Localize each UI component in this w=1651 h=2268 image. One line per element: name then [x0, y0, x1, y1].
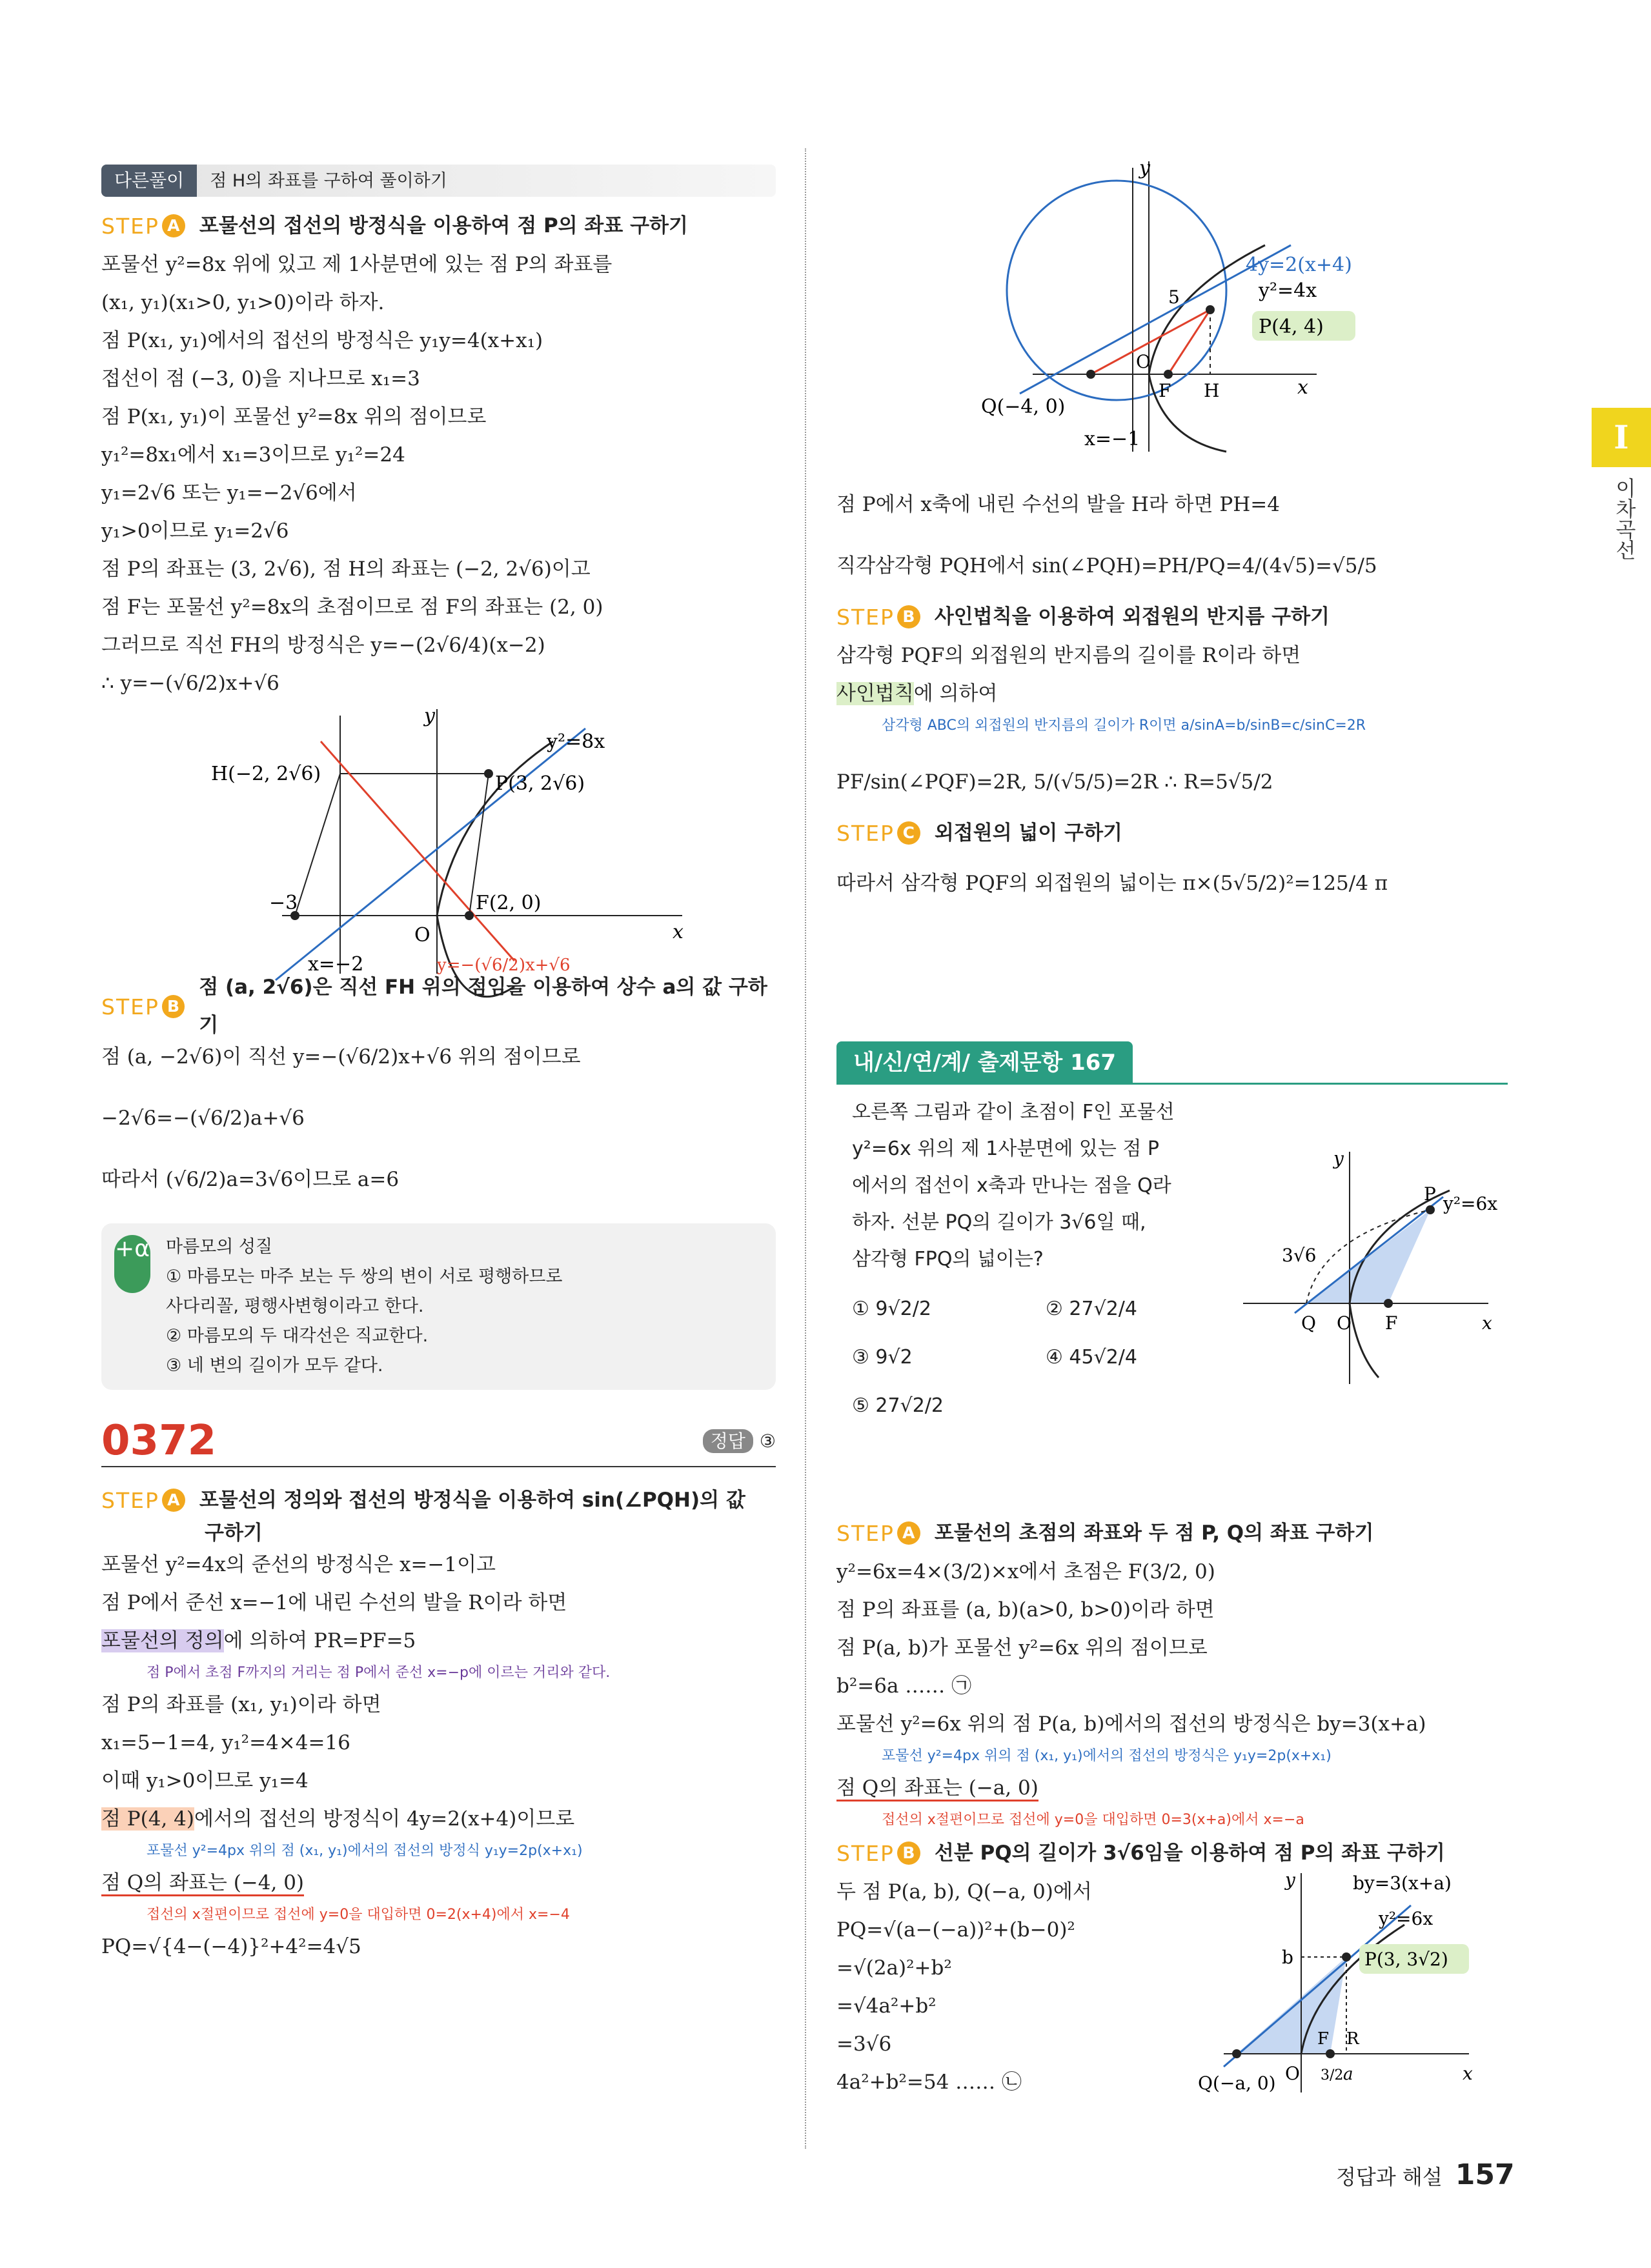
text-line: 따라서 (√6/2)a=3√6이므로 a=6	[101, 1168, 400, 1191]
q-body-1	[101, 1546, 776, 1622]
svg-text:x=−1: x=−1	[1084, 428, 1140, 450]
q-pq-length: PQ=√{4−(−4)}²+4²=4√5	[101, 1935, 361, 1958]
svg-text:H: H	[1204, 380, 1220, 401]
svg-text:Q(−4, 0): Q(−4, 0)	[981, 396, 1066, 418]
text-line: 삼각형 FPQ의 넓이는?	[852, 1248, 1044, 1270]
text-line: 점 P의 좌표를 (x₁, y₁)이라 하면	[101, 1693, 381, 1716]
answer-choice: ④ 45√2/4	[1046, 1346, 1138, 1369]
text-line: y₁=2√6 또는 y₁=−2√6에서	[101, 481, 357, 505]
svg-text:y: y	[424, 705, 435, 727]
circumcircle	[1007, 181, 1226, 400]
text-line: 두 점 P(a, b), Q(−a, 0)에서	[836, 1880, 1092, 1903]
chapter-tab: I	[1592, 408, 1651, 467]
text-line: 점 P에서 x축에 내린 수선의 발을 H라 하면 PH=4	[836, 493, 1280, 516]
text-line: −2√6=−(√6/2)a+√6	[101, 1107, 305, 1130]
q-note-intercept: 접선의 x절편이므로 접선에 y=0을 대입하면 0=2(x+4)에서 x=−4	[147, 1907, 570, 1923]
text-line: ③ 네 변의 길이가 모두 같다.	[166, 1356, 383, 1376]
svg-text:P(4, 4): P(4, 4)	[1259, 316, 1324, 338]
right-column-top	[836, 474, 1508, 914]
text-line: 오른쪽 그림과 같이 초점이 F인 포물선	[852, 1101, 1175, 1123]
naesin-header: 내/신/연/계/ 출제문항 167	[836, 1042, 1508, 1085]
text-line: 점 P의 좌표를 (a, b)(a>0, b>0)이라 하면	[836, 1598, 1215, 1621]
text-line: 점 F는 포물선 y²=8x의 초점이므로 점 F의 좌표는 (2, 0)	[101, 596, 603, 619]
svg-text:R: R	[1346, 2029, 1359, 2049]
text-line: 점 P의 좌표는 (3, 2√6), 점 H의 좌표는 (−2, 2√6)이고	[101, 557, 591, 581]
text-line: 접선이 점 (−3, 0)을 지나므로 x₁=3	[101, 367, 420, 390]
alt-solution-header	[101, 165, 776, 197]
text-line: 점 P(x₁, y₁)이 포물선 y²=8x 위의 점이므로	[101, 405, 487, 428]
q-step-a-heading: STEP A 포물선의 정의와 접선의 방정식을 이용하여 sin(∠PQH)의 값	[101, 1487, 745, 1513]
box-title: 마름모의 성질	[166, 1237, 273, 1257]
sine-law-equation: PF/sin(∠PQF)=2R, 5/(√5/5)=2R ∴ R=5√5/2	[836, 770, 1273, 794]
text-line: ② 마름모의 두 대각선은 직교한다.	[166, 1326, 429, 1346]
svg-text:y: y	[1333, 1148, 1344, 1169]
q-step-a-heading-cont: 구하기	[205, 1521, 263, 1545]
text-line: 에서의 접선이 x축과 만나는 점을 Q라	[852, 1174, 1171, 1197]
right-step-b2-heading: STEP B 선분 PQ의 길이가 3√6임을 이용하여 점 P의 좌표 구하기	[836, 1840, 1445, 1866]
svg-text:O: O	[414, 924, 430, 947]
svg-text:F: F	[1385, 1312, 1398, 1334]
text-line: =√(2a)²+b²	[836, 1956, 952, 1980]
graph-circle-parabola	[955, 155, 1536, 458]
right-step-c-heading: STEP C 외접원의 넓이 구하기	[836, 820, 1122, 846]
right-step-a2-body	[836, 1553, 1508, 1743]
svg-text:−3: −3	[269, 892, 298, 914]
text-line: 점 P에서 준선 x=−1에 내린 수선의 발을 R이라 하면	[101, 1591, 567, 1614]
answer-choice: ① 9√2/2	[852, 1298, 931, 1320]
step-b-heading: STEP B 점 (a, 2√6)은 직선 FH 위의 점임을 이용하여 상수 a의 값 구하기	[101, 976, 767, 1037]
svg-text:O: O	[1136, 351, 1151, 372]
question-number: 0372	[101, 1416, 217, 1465]
text-line: PQ=√(a−(−a))²+(b−0)²	[836, 1918, 1075, 1942]
svg-text:b: b	[1282, 1947, 1293, 1968]
q-def-line: 포물선의 정의에 의하여 PR=PF=5	[101, 1629, 416, 1652]
answer: 정답 ③	[703, 1422, 776, 1460]
q-note-definition: 점 P에서 초점 F까지의 거리는 점 P에서 준선 x=−p에 이르는 거리와 같다.	[147, 1665, 611, 1681]
text-line: 포물선 y²=8x 위에 있고 제 1사분면에 있는 점 P의 좌표를	[101, 253, 613, 276]
step-b-body	[101, 1027, 776, 1210]
text-line: y₁>0이므로 y₁=2√6	[101, 519, 289, 543]
plus-alpha-icon: +α	[114, 1235, 150, 1293]
column-divider	[805, 148, 806, 2149]
right-note-tangent: 포물선 y²=4px 위의 점 (x₁, y₁)에서의 접선의 방정식은 y₁y=2p(x+x₁)	[882, 1748, 1332, 1764]
svg-text:3√6: 3√6	[1282, 1245, 1317, 1266]
text-line: =3√6	[836, 2032, 892, 2056]
svg-text:Q: Q	[1301, 1312, 1316, 1334]
svg-text:Q(−a, 0): Q(−a, 0)	[1198, 2072, 1276, 2094]
text-line: 이때 y₁>0이므로 y₁=4	[101, 1769, 309, 1792]
text-line: y₁²=8x₁에서 x₁=3이므로 y₁²=24	[101, 443, 405, 467]
box-items	[166, 1262, 763, 1381]
text-line: 하자. 선분 PQ의 길이가 3√6일 때,	[852, 1211, 1146, 1234]
graph-parabola-y2-6x	[1230, 1145, 1501, 1390]
text-line: 점 (a, −2√6)이 직선 y=−(√6/2)x+√6 위의 점이므로	[101, 1045, 581, 1069]
svg-text:y²=4x: y²=4x	[1259, 279, 1317, 302]
q-tangent-line: 점 P(4, 4)에서의 접선의 방정식이 4y=2(x+4)이므로	[101, 1807, 575, 1831]
svg-text:O: O	[1337, 1312, 1352, 1334]
svg-text:y²=6x: y²=6x	[1379, 1908, 1433, 1929]
question-header	[101, 1416, 776, 1467]
text-line: ① 마름모는 마주 보는 두 쌍의 변이 서로 평행하므로	[166, 1267, 563, 1287]
graph-parabola-y2-8x	[211, 703, 695, 987]
svg-text:y: y	[1139, 157, 1150, 179]
svg-text:y²=8x: y²=8x	[547, 730, 605, 753]
right-point-q: 점 Q의 좌표는 (−a, 0)	[836, 1776, 1038, 1801]
text-line: (x₁, y₁)(x₁>0, y₁>0)이라 하자.	[101, 291, 385, 314]
step-a-heading: STEP A 포물선의 접선의 방정식을 이용하여 점 P의 좌표 구하기	[101, 213, 688, 239]
q-note-tangent: 포물선 y²=4px 위의 점 (x₁, y₁)에서의 접선의 방정식 y₁y=2p(x+x₁)	[147, 1843, 583, 1859]
tangent-line	[276, 728, 585, 980]
text-line: 점 P(a, b)가 포물선 y²=6x 위의 점이므로	[836, 1636, 1208, 1660]
svg-text:P(3, 2√6): P(3, 2√6)	[495, 772, 585, 795]
text-line: y²=6x 위의 제 1사분면에 있는 점 P	[852, 1138, 1159, 1160]
right-body-1	[836, 474, 1508, 597]
text-line: b²=6a …… ㉠	[836, 1674, 972, 1698]
answer-choice: ② 27√2/4	[1046, 1298, 1138, 1320]
svg-text:F: F	[1159, 380, 1171, 401]
svg-text:4y=2(x+4): 4y=2(x+4)	[1246, 254, 1352, 276]
svg-text:x: x	[673, 921, 684, 943]
svg-text:5: 5	[1168, 286, 1180, 308]
right-note-intercept: 접선의 x절편이므로 접선에 y=0을 대입하면 0=3(x+a)에서 x=−a	[882, 1812, 1304, 1828]
svg-text:x: x	[1463, 2063, 1473, 2084]
sine-law-note: 삼각형 ABC의 외접원의 반지름의 길이가 R이면 a/sinA=b/sinB=c/sinC=2R	[882, 718, 1366, 734]
svg-text:x=−2: x=−2	[308, 953, 364, 976]
q-body-2	[101, 1686, 776, 1800]
circle-area-line: 따라서 삼각형 PQF의 외접원의 넓이는 π×(5√5/2)²=125/4 π	[836, 872, 1388, 895]
svg-text:by=3(x+a): by=3(x+a)	[1353, 1872, 1452, 1894]
right-column-bottom	[836, 1042, 1508, 2102]
text-line: x₁=5−1=4, y₁²=4×4=16	[101, 1731, 350, 1754]
chapter-title: 이차곡선	[1612, 477, 1637, 560]
svg-text:O: O	[1285, 2063, 1300, 2084]
left-column	[101, 165, 776, 1966]
answer-choice: ③ 9√2	[852, 1346, 913, 1369]
text-line: 직각삼각형 PQH에서 sin(∠PQH)=PH/PQ=4/(4√5)=√5/5	[836, 554, 1377, 577]
text-line: 포물선 y²=4x의 준선의 방정식은 x=−1이고	[101, 1553, 496, 1576]
graph-parabola-tangent	[1198, 1867, 1495, 2099]
svg-text:y: y	[1285, 1869, 1295, 1891]
svg-text:y=−(√6/2)x+√6: y=−(√6/2)x+√6	[437, 956, 571, 975]
parabola	[437, 741, 553, 916]
text-line: 점 P(x₁, y₁)에서의 접선의 방정식은 y₁y=4(x+x₁)	[101, 329, 543, 352]
svg-text:y²=6x: y²=6x	[1443, 1193, 1498, 1214]
right-step-a2-heading: STEP A 포물선의 초점의 좌표와 두 점 P, Q의 좌표 구하기	[836, 1520, 1374, 1546]
sine-law-line: 사인법칙에 의하여	[836, 682, 998, 705]
alt-solution-badge: 다른풀이	[101, 165, 197, 197]
text-line: =√4a²+b²	[836, 1994, 937, 2018]
rhombus-properties-box	[101, 1223, 776, 1390]
text-line: 사다리꼴, 평행사변형이라고 한다.	[166, 1296, 424, 1316]
text-line: 4a²+b²=54 …… ㉡	[836, 2071, 1022, 2094]
related-problem	[836, 1094, 1508, 1513]
svg-text:F(2, 0): F(2, 0)	[476, 892, 542, 914]
svg-text:x: x	[1482, 1312, 1492, 1334]
text-line: 포물선 y²=6x 위의 점 P(a, b)에서의 접선의 방정식은 by=3(x+a)	[836, 1712, 1426, 1736]
svg-text:P(3, 3√2): P(3, 3√2)	[1364, 1949, 1448, 1970]
text-line: ∴ y=−(√6/2)x+√6	[101, 672, 279, 695]
svg-text:a: a	[1343, 2065, 1353, 2084]
svg-text:3/2: 3/2	[1321, 2067, 1344, 2083]
svg-text:H(−2, 2√6): H(−2, 2√6)	[211, 763, 321, 785]
svg-text:x: x	[1297, 376, 1308, 399]
page-footer: 정답과 해설 157	[1336, 2158, 1515, 2191]
page-number: 157	[1455, 2158, 1515, 2191]
alt-solution-title: 점 H의 좌표를 구하여 풀이하기	[210, 170, 447, 191]
step-a-body	[101, 246, 776, 703]
right-step-b-line: 삼각형 PQF의 외접원의 반지름의 길이를 R이라 하면	[836, 644, 1301, 667]
svg-text:F: F	[1317, 2029, 1330, 2049]
answer-choice: ⑤ 27√2/2	[852, 1394, 944, 1417]
text-line: y²=6x=4×(3/2)×x에서 초점은 F(3/2, 0)	[836, 1560, 1215, 1583]
right-step-b-heading: STEP B 사인법칙을 이용하여 외접원의 반지름 구하기	[836, 604, 1330, 630]
svg-text:P: P	[1424, 1183, 1436, 1205]
text-line: 그러므로 직선 FH의 방정식은 y=−(2√6/4)(x−2)	[101, 634, 545, 657]
q-point-q: 점 Q의 좌표는 (−4, 0)	[101, 1871, 304, 1896]
